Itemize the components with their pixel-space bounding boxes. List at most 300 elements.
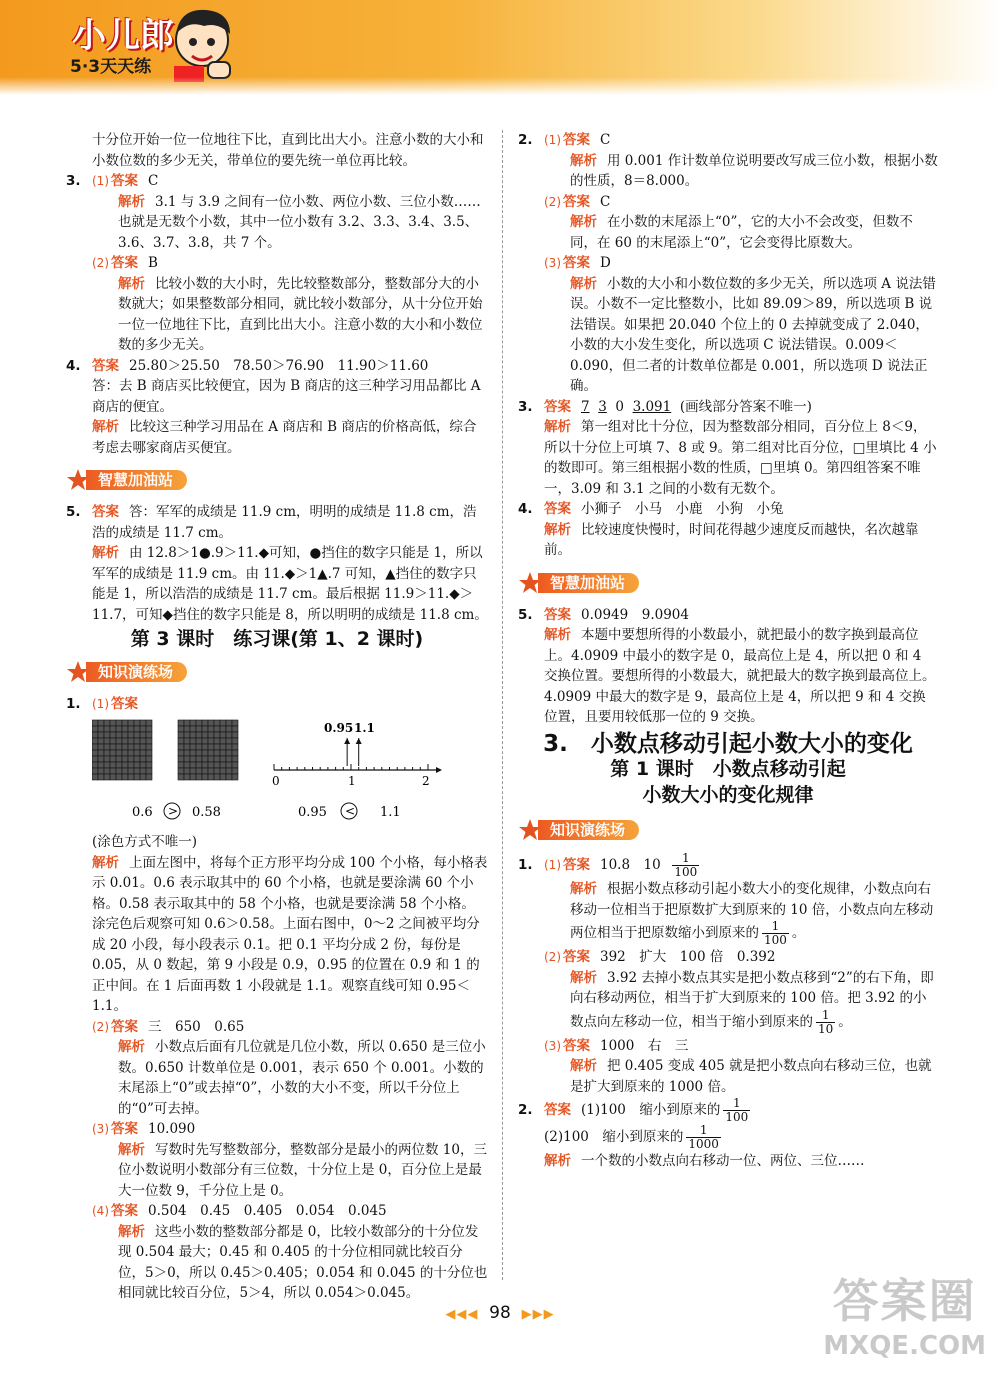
sub-index: (1) (92, 174, 109, 188)
grid-cell (98, 762, 104, 768)
answer-text: B (148, 255, 158, 271)
grid-cell (220, 774, 226, 780)
question-number: 5. (518, 606, 533, 623)
grid-cell (232, 732, 238, 738)
grid-cell (128, 756, 134, 762)
grid-cell (190, 720, 196, 726)
grid-cell (146, 744, 152, 750)
answer-text: 10.090 (148, 1121, 196, 1137)
grid-cell (128, 774, 134, 780)
answer-text: C (600, 193, 611, 210)
analysis-tag: 解析 (570, 881, 597, 897)
analysis-text: 把 0.405 变成 405 就是把小数点向右移动三位，也就是扩大到原来的 1000 倍。 (570, 1058, 932, 1095)
grid-cell (134, 750, 140, 756)
grid-cell (232, 762, 238, 768)
series-name: 5·3天天练 (70, 57, 152, 77)
answer-blank: 3.091 (632, 398, 672, 415)
grid-cell (116, 762, 122, 768)
answer-tag: 答案 (544, 1102, 571, 1118)
analysis-text: 3.92 去掉小数点其实是把小数点移到“2”的右下角，即向右移动两位，相当于扩大到原来的 100 倍。把 3.92 的小数点向左移动一位，相当于缩小到 (570, 969, 934, 1030)
grid-cell (190, 768, 196, 774)
grid-cell (190, 762, 196, 768)
numerator: 1 (816, 1009, 835, 1023)
question-3 (66, 171, 488, 356)
fraction (723, 1097, 750, 1124)
grid-cell (178, 762, 184, 768)
grid-cell (104, 738, 110, 744)
grid-cell (184, 762, 190, 768)
analysis-tag: 解析 (544, 1153, 571, 1169)
analysis-text: 第一组对比十分位，因为整数部分相同，百分位上 8＜9，所以十分位上可填 7、8 或 9。第二组对比百分位，□里填比 4 小的数即可。第三组根据小数的性质，□里填 0。第四组答案不唯一，3.09 和 3.1 之间的小数有无数个。 (544, 419, 937, 497)
grid-cell (134, 720, 140, 726)
grid-cell (134, 774, 140, 780)
cmp-left: 0.95 (298, 805, 327, 820)
grid-cell (92, 720, 98, 726)
grid-cell (184, 750, 190, 756)
grid-cell (140, 750, 146, 756)
grid-cell (196, 762, 202, 768)
grid-cell (98, 726, 104, 732)
grid-cell (116, 768, 122, 774)
sub-index: (1) (92, 696, 109, 711)
grid-cell (134, 726, 140, 732)
analysis-tag: 解析 (570, 275, 597, 292)
sub-index: (2) (544, 950, 561, 964)
answer-tag: 答案 (563, 132, 590, 148)
grid-cell (196, 774, 202, 780)
grid-cell (220, 738, 226, 744)
grid-cell (134, 762, 140, 768)
grid-cell (92, 756, 98, 762)
brand-logo: 小儿郎 (72, 16, 174, 56)
analysis-text: 写数时先写整数部分，整数部分是最小的两位数 10，三位小数说明小数部分有三位数，十分位上是 0，百分位上是最大一位数 9，千分位上是 0。 (118, 1141, 487, 1199)
point-label-095: 0.95 (324, 721, 354, 735)
grid-cell (208, 774, 214, 780)
marker-arrow (344, 738, 350, 744)
grid-cell (128, 732, 134, 738)
answer-text: 1000 右 三 (600, 1037, 689, 1054)
answer-tag: 答案 (92, 357, 119, 374)
answer-text: C (148, 173, 159, 189)
grid-cell (214, 762, 220, 768)
sub-index: (4) (92, 1204, 109, 1218)
section-banner-wisdom (66, 466, 488, 494)
question-5 (518, 605, 938, 728)
point-label-11: 1.1 (354, 721, 375, 735)
analysis-tag: 解析 (118, 1141, 145, 1158)
practice-question-1-body (66, 832, 488, 1304)
practice-question-1: 1. (1) 答案 10.8 10 $\frac{1}{100}$ 解析 根据小数点移动引起小数大小的变化规律，小数点向右移动一位相当于把原数扩大到原来的 10 倍，小数点向左移动两位相当于把原数缩小到原来的 $\frac{1}{100}$ 。 (2) 答案 392 扩大 100 倍 0.392 解析 3.92 去掉小数点其实是把小数点移到“2”的右下角，即向右移动两位，相当于扩大到原来的 100 倍。把 3.92 的小数点向左移动一位，相当于缩小到原来的 $\frac{1}{10}$ 。 (3) 答案 1000 右 三 解析 把 0.405 变成 405 就是把小数点向右移动三位，也就是扩大到原来的 1000 倍。 (518, 851, 934, 1095)
analysis-text: 上面左图中，将每个正方形平均分成 100 个小格，每小格表示 0.01。0.6 表示取其中的 60 个小格，也就是要涂满 60 个小格。0.58 表示取其中的 58 个小格，也就是要涂满 58 个小格。涂完色后观察可知 0.6＞0.58。上面右图中，0～2 之间被平均分成 20 小段，每小段表示 0.1。把 0.1 平均分成 2 份，每份是 0.05，从 0 数起，第 9 小段是 0.9，0.95 的位置在 0.9 和 1 的正中间。在 1 后面再数 1 小段就是 1.1。观察直线可知 0.95＜1.1。 (92, 854, 488, 1014)
grid-cell (196, 732, 202, 738)
question-3 (518, 397, 938, 500)
analysis-text: 比较小数的大小时，先比较整数部分，整数部分大的小数就大；如果整数部分相同，就比较小数部分，从十分位开始一位一位地往下比，直到比出大小。注意小数的大小和小数位数的多少无关。 (118, 275, 483, 353)
grid-right-label: 0.58 (192, 805, 221, 820)
answer-tag: 答案 (111, 1018, 138, 1035)
answer-tag: 答案 (563, 857, 590, 873)
grid-cell (92, 732, 98, 738)
grid-cell (190, 750, 196, 756)
question-number: 4. (518, 501, 533, 517)
grid-cell (184, 738, 190, 744)
answer-text: 0.0949 9.0904 (581, 606, 689, 623)
answer-text: (2)100 缩小到原来的 (544, 1129, 684, 1145)
grid-cell (122, 726, 128, 732)
grid-cell (178, 774, 184, 780)
fraction (686, 1124, 721, 1151)
grid-cell (146, 726, 152, 732)
grid-cell (140, 762, 146, 768)
answer-sentence: 答：去 B 商店买比较便宜，因为 B 商店的这三种学习用品都比 A 商店的便宜。 (92, 378, 481, 415)
grid-cell (190, 732, 196, 738)
grid-cell (178, 732, 184, 738)
question-number: 1. (518, 857, 533, 873)
grid-cell (202, 726, 208, 732)
grid-cell (220, 732, 226, 738)
answer-text: 10.8 10 (600, 857, 661, 873)
section-title: 知识演练场 (86, 662, 187, 682)
grid-cell (92, 750, 98, 756)
section-title: 智慧加油站 (538, 573, 639, 593)
sub-index: (2) (92, 256, 109, 270)
answer-tag: 答案 (563, 193, 590, 210)
analysis-text-tail: 来的 (732, 925, 759, 941)
analysis-text: 一个数的小数点向右移动一位、两位、三位…… (581, 1153, 865, 1169)
tick-label-0: 0 (272, 774, 280, 788)
sub-index: (1) (544, 133, 561, 147)
tick-label-1: 1 (348, 774, 356, 788)
sub-index: (3) (92, 1122, 109, 1136)
grid-cell (226, 774, 232, 780)
analysis-text: 在小数的末尾添上“0”，它的大小不会改变，但数不同，在 60 的末尾添上“0”，它会变得比原数大。 (570, 214, 913, 251)
grid-cell (134, 744, 140, 750)
analysis-text: 比较这三种学习用品在 A 商店和 B 商店的价格高低，综合考虑去哪家商店买便宜。 (92, 419, 477, 456)
grid-cell (184, 768, 190, 774)
grid-cell (104, 774, 110, 780)
analysis-text: 本题中要想所得的小数最小，就把最小的数字换到最高位上。4.0909 中最小的数字是 0，最高位上是 4，所以把 0 和 4 交换位置。要想所得的小数最大，就把最大的数字换到最高位上。4.0909 中最大的数字是 9，最高位上是 4，所以把 9 和 4 交换位置，且要用较低那一位的 9 交换。 (544, 627, 936, 725)
grid-cell (226, 720, 232, 726)
grid-cell (116, 720, 122, 726)
question-5 (66, 502, 488, 625)
grid-cell (122, 744, 128, 750)
grid-cell (214, 774, 220, 780)
grid-cell (202, 720, 208, 726)
answer-blank: 0 (615, 398, 624, 415)
grid-cell (122, 756, 128, 762)
sub-index: (1) (544, 858, 561, 872)
analysis-tag: 解析 (544, 419, 571, 435)
note: (涂色方式不唯一) (92, 834, 198, 850)
grid-cell (220, 762, 226, 768)
grid-cell (128, 738, 134, 744)
grid-cell (178, 744, 184, 750)
grid-cell (214, 744, 220, 750)
grid-cell (202, 756, 208, 762)
numerator: 1 (723, 1097, 750, 1111)
grid-cell (146, 762, 152, 768)
numerator: 1 (672, 852, 699, 866)
grid-cell (196, 726, 202, 732)
grid-cell (110, 762, 116, 768)
question-number: 3. (518, 398, 533, 415)
grid-cell (110, 768, 116, 774)
answer-text: (1)100 缩小到原来的 (581, 1102, 721, 1118)
question-number: 4. (66, 357, 81, 374)
analysis-text: 比较速度快慢时，时间花得越少速度反而越快，名次越靠前。 (544, 521, 919, 558)
grid-cell (146, 750, 152, 756)
grid-cell (146, 774, 152, 780)
grid-cell (140, 732, 146, 738)
grid-cell (92, 768, 98, 774)
answer-text: 答：军军的成绩是 11.9 cm，明明的成绩是 11.8 cm，浩浩的成绩是 11.7 cm。 (92, 504, 477, 541)
grid-cell (190, 774, 196, 780)
grid-cell (98, 720, 104, 726)
answer-text: 三 650 0.65 (148, 1018, 245, 1035)
grid-cell (196, 756, 202, 762)
grid-cell (122, 750, 128, 756)
mascot-icon (168, 4, 240, 82)
section-banner-practice (518, 816, 938, 844)
grid-cell (178, 726, 184, 732)
grid-cell (134, 768, 140, 774)
answer-blank: 3 (598, 398, 607, 415)
grid-cell (104, 732, 110, 738)
grid-cell (226, 732, 232, 738)
grid-cell (202, 744, 208, 750)
analysis-text: 由 12.8＞1●.9＞11.◆可知，●挡住的数字只能是 1，所以军军的成绩是 11.9 cm。由 11.◆＞1▲.7 可知，▲挡住的数字只能是 1，所以浩浩的成绩是 11.7 cm。最后根据 11.9＞11.◆＞11.7，可知◆挡住的数字只能是 8，所以明明的成绩是 11.8 cm。 (92, 545, 488, 623)
grid-cell (122, 768, 128, 774)
question-number: 2. (518, 132, 533, 148)
grid-cell (202, 732, 208, 738)
answer-text: C (600, 132, 611, 148)
marker-arrow (356, 738, 362, 744)
note: (画线部分答案不唯一) (679, 398, 812, 415)
grid-cell (128, 762, 134, 768)
grid-cell (178, 756, 184, 762)
answer-tag: 答案 (563, 949, 590, 965)
grid-cell (202, 768, 208, 774)
fraction (672, 852, 699, 879)
section-banner-wisdom (518, 569, 938, 597)
grid-cell (92, 744, 98, 750)
watermark (823, 1265, 986, 1361)
section-banner-practice (66, 658, 488, 686)
analysis-tag: 解析 (118, 1039, 145, 1055)
grid-cell (202, 738, 208, 744)
grid-cell (184, 756, 190, 762)
page-number: 98 (489, 1303, 511, 1323)
grid-cell (116, 774, 122, 780)
grid-cell (208, 738, 214, 744)
question-number: 2. (518, 1102, 533, 1118)
sub-index: (2) (92, 1019, 109, 1034)
grid-cell (146, 738, 152, 744)
grid-cell (202, 774, 208, 780)
answer-tag: 答案 (544, 501, 571, 517)
grid-cell (104, 768, 110, 774)
grid-cell (220, 720, 226, 726)
grid-cell (220, 744, 226, 750)
fraction (762, 920, 789, 947)
grid-cell (104, 756, 110, 762)
grid-cell (134, 756, 140, 762)
grid-cell (116, 738, 122, 744)
paragraph: 十分位开始一位一位地往下比，直到比出大小。注意小数的大小和小数位数的多少无关，带单位的要先统一单位再比较。 (92, 132, 484, 169)
analysis-text-tail: 原来的 (772, 1013, 813, 1030)
answer-tag: 答案 (111, 1121, 138, 1137)
grid-cell (208, 768, 214, 774)
grid-cell (104, 744, 110, 750)
grid-cell (128, 768, 134, 774)
denominator: 100 (674, 865, 698, 879)
question-4 (518, 499, 938, 561)
grid-cell (128, 720, 134, 726)
numerator: 1 (762, 920, 789, 934)
analysis-text: 用 0.001 作计数单位说明要改写成三位小数，根据小数的性质，8＝8.000。 (570, 152, 938, 189)
grid-cell (116, 756, 122, 762)
grid-cell (110, 732, 116, 738)
grid-cell (178, 768, 184, 774)
chapter-title: 3. 小数点移动引起小数大小的变化 (543, 730, 913, 757)
figure (92, 718, 488, 828)
analysis-text: 小数点后面有几位就是几位小数，所以 0.650 是三位小数。0.650 计数单位是 0.001，表示 650 个 0.001。小数的末尾添上“0”或去掉“0”，小数的大小不变，所以千分位上的“0”可去掉。 (118, 1039, 486, 1117)
grid-cell (196, 720, 202, 726)
grid-cell (220, 756, 226, 762)
cmp-mid: < (345, 804, 356, 818)
denominator: 100 (764, 933, 787, 947)
sub-index: (3) (544, 1038, 561, 1053)
grid-cell (208, 756, 214, 762)
grid-cell (122, 774, 128, 780)
answer-blank: 7 (581, 398, 590, 415)
grid-cell (178, 720, 184, 726)
denominator: 100 (725, 1110, 749, 1124)
grid-cell (140, 726, 146, 732)
sub-index: (3) (544, 256, 561, 270)
answer-text: 小狮子 小马 小鹿 小狗 小兔 (581, 501, 784, 517)
figure-grids-numberline (92, 718, 488, 828)
lesson-title-line2: 小数大小的变化规律 (642, 784, 814, 806)
question-number: 3. (66, 173, 81, 189)
answer-tag: 答案 (111, 255, 138, 271)
grid-cell (232, 738, 238, 744)
sub-index: (2) (544, 194, 561, 209)
watermark-url: MXQE.COM (823, 1331, 986, 1361)
grid-cell (214, 768, 220, 774)
analysis-tag: 解析 (118, 193, 145, 210)
grid-cell (226, 750, 232, 756)
grid-cell (232, 756, 238, 762)
grid-cell (98, 774, 104, 780)
answer-tag: 答案 (563, 1037, 590, 1054)
grid-cell (116, 726, 122, 732)
grid-cell (232, 726, 238, 732)
analysis-text: 小数的大小和小数位数的多少无关，所以选项 A 说法错误。小数不一定比整数小，比如 89.09＞89，所以选项 B 说法错误。如果把 20.040 个位上的 0 去掉就变成了 2.040，小数的大小发生变化，所以选项 C 说法错误。0.009＜0.090，但二者的计数单位都是 0.001，所以选项 D 说法正确。 (570, 275, 936, 394)
lesson-title-line1: 第 1 课时 小数点移动引起 (610, 758, 846, 780)
grid-cell (184, 720, 190, 726)
grid-cell (128, 750, 134, 756)
answer-tag: 答案 (544, 398, 571, 415)
grid-cell (122, 762, 128, 768)
grid-cell (202, 762, 208, 768)
grid-cell (190, 726, 196, 732)
grid-cell (92, 726, 98, 732)
grid-cell (98, 744, 104, 750)
left-column (66, 130, 488, 1304)
answer-text: 392 扩大 100 倍 0.392 (600, 949, 776, 965)
left-arrows-icon: ◀◀◀ (445, 1307, 479, 1322)
answer-text: 25.80＞25.50 78.50＞76.90 11.90＞11.60 (129, 357, 429, 374)
grid-cell (226, 738, 232, 744)
grid-cell (104, 750, 110, 756)
answer-tag: 答案 (563, 255, 590, 271)
analysis-tag: 解析 (92, 419, 119, 435)
practice-question-1 (66, 694, 488, 715)
grid-cell (208, 744, 214, 750)
grid-cell (116, 744, 122, 750)
grid-cell (208, 750, 214, 756)
grid-cell (110, 756, 116, 762)
fraction (816, 1009, 835, 1036)
grid-cell (178, 738, 184, 744)
grid-cell (226, 756, 232, 762)
right-column (518, 130, 938, 1172)
grid-cell (110, 744, 116, 750)
grid-cell (196, 744, 202, 750)
answer-tag: 答案 (111, 1203, 138, 1219)
grid-cell (110, 726, 116, 732)
practice-question-2 (518, 1097, 938, 1172)
answer-tag: 答案 (92, 504, 119, 520)
grid-cell (196, 738, 202, 744)
grid-cell (98, 738, 104, 744)
watermark-title: 答案圈 (832, 1274, 977, 1328)
analysis-tag: 解析 (118, 275, 145, 292)
question-2 (518, 130, 938, 397)
grid-cell (140, 738, 146, 744)
grid-cell (226, 726, 232, 732)
grid-cell (196, 768, 202, 774)
grid-cell (110, 774, 116, 780)
grid-cell (98, 756, 104, 762)
compare-sign: > (168, 804, 179, 818)
analysis-text: 3.1 与 3.9 之间有一位小数、两位小数、三位小数……也就是无数个小数，其中一位小数有 3.2、3.3、3.4、3.5、3.6、3.7、3.8，共 7 个。 (118, 193, 481, 251)
grid-cell (208, 726, 214, 732)
grid-left (92, 720, 152, 780)
analysis-tag: 解析 (570, 152, 597, 169)
answer-tag: 答案 (544, 606, 571, 623)
question-number: 5. (66, 504, 81, 520)
grid-cell (110, 720, 116, 726)
grid-cell (184, 732, 190, 738)
grid-cell (140, 756, 146, 762)
grid-cell (146, 720, 152, 726)
answer-tag: 答案 (111, 695, 138, 712)
question-number: 1. (66, 695, 81, 712)
grid-cell (202, 750, 208, 756)
grid-cell (184, 726, 190, 732)
grid-cell (92, 738, 98, 744)
grid-cell (140, 720, 146, 726)
grid-cell (140, 768, 146, 774)
answer-tag: 答案 (111, 173, 138, 189)
grid-cell (214, 720, 220, 726)
grid-cell (146, 732, 152, 738)
grid-cell (184, 744, 190, 750)
grid-cell (104, 762, 110, 768)
column-divider (502, 130, 503, 1280)
answer-text: 0.504 0.45 0.405 0.054 0.045 (148, 1203, 387, 1219)
